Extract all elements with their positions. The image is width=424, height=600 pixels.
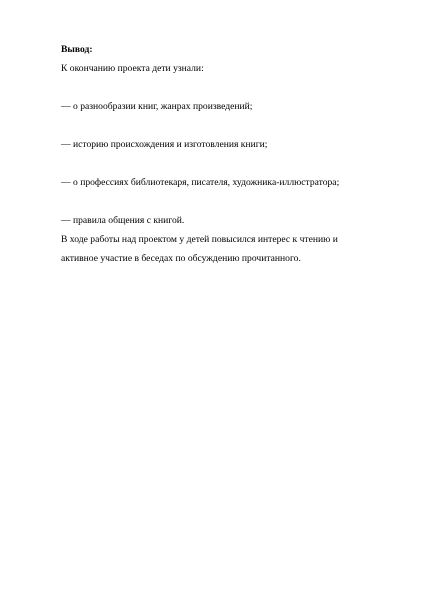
blank-line [61,154,401,173]
blank-line [61,116,401,135]
intro-line: К окончанию проекта дети узнали: [61,63,204,74]
list-item: — историю происхождения и изготовления книги; [61,139,268,150]
list-item: — о профессиях библиотекаря, писателя, художника-иллюстратора; [61,177,340,188]
conclusion-heading: Вывод: [61,44,93,55]
conclusion-line: В ходе работы над проектом у детей повысился интерес к чтению и [61,234,338,245]
conclusion-line: активное участие в беседах по обсуждению прочитанного. [61,253,301,264]
list-item: — правила общения с книгой. [61,215,185,226]
list-item: — о разнообразии книг, жанрах произведений; [61,101,253,112]
blank-line [61,192,401,211]
blank-line [61,78,401,97]
document-body [61,40,401,268]
